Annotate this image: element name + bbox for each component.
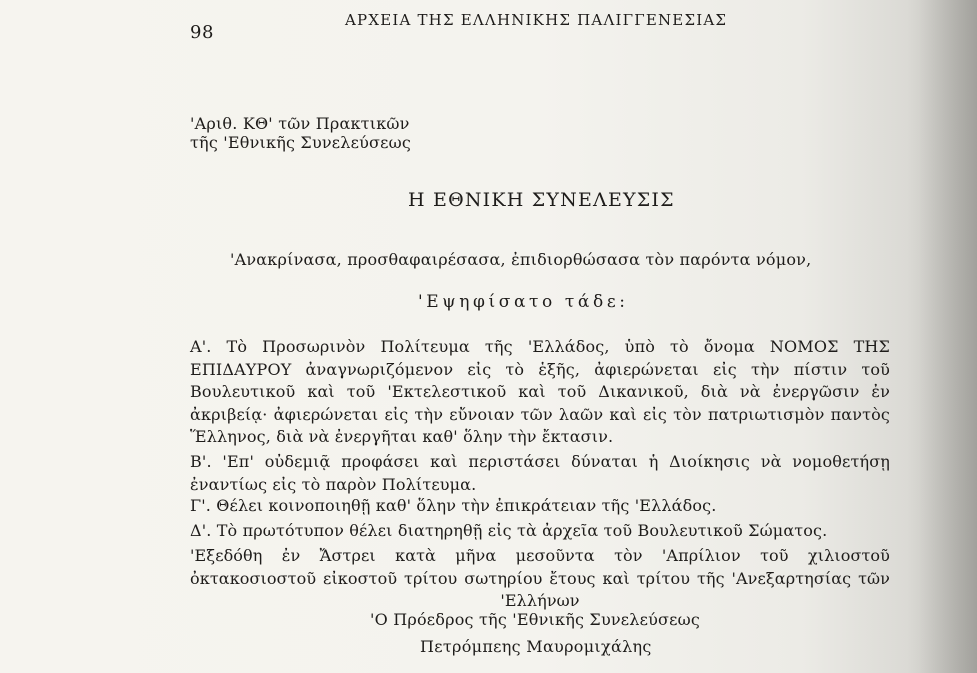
article-a: Α'. Τὸ Προσωρινὸν Πολίτευμα τῆς 'Ελλάδος, ὑπὸ τὸ ὄνομα ΝΟΜΟΣ ΤΗΣ ΕΠΙΔΑΥΡΟΥ ἀναγνωριζόμενον εἰς τὸ ἑξῆς, ἀφιερώνεται εἰς τὴν πίστιν τοῦ Βουλευτικοῦ καὶ τοῦ 'Εκτελεστικοῦ καὶ τοῦ Δικανικοῦ, διὰ νὰ ἐνεργῶσιν ἐν ἀκριβείᾳ· ἀφιερώνεται εἰς τὴν εὔνοιαν τῶν λαῶν καὶ εἰς τὸν πατριωτισμὸν παντὸς Ἕλληνος, διὰ νὰ ἐνεργῆται καθ' ὅλην τὴν ἔκτασιν. bbox=[190, 337, 890, 446]
issued-paragraph: 'Εξεδόθη ἐν Ἄστρει κατὰ μῆνα μεσοῦντα τὸν 'Απρίλιον τοῦ χιλιοστοῦ ὀκτακοσιοστοῦ εἰκοστοῦ τρίτου σωτηρίου ἔτους καὶ τρίτου τῆς 'Ανεξαρτησίας τῶν 'Ελλήνων bbox=[190, 546, 890, 610]
signature-title: 'Ο Πρόεδρος τῆς 'Εθνικῆς Συνελεύσεως bbox=[370, 610, 701, 629]
signature-name: Πετρόμπεης Μαυρομιχάλης bbox=[420, 637, 652, 656]
page-number: 98 bbox=[190, 22, 214, 43]
reference-line-1: 'Αριθ. ΚΘ' τῶν Πρακτικῶν bbox=[190, 114, 410, 133]
article-b: Β'. 'Επ' οὐδεμιᾷ προφάσει καὶ περιστάσει δύναται ἡ Διοίκησις νὰ νομοθετήσῃ ἐναντίως εἰς τὸ παρὸν Πολίτευμα. bbox=[190, 452, 890, 494]
running-head: ΑΡΧΕΙΑ ΤΗΣ ΕΛΛΗΝΙΚΗΣ ΠΑΛΙΓΓΕΝΕΣΙΑΣ bbox=[345, 11, 728, 29]
article-d: Δ'. Τὸ πρωτότυπον θέλει διατηρηθῇ εἰς τὰ ἀρχεῖα τοῦ Βουλευτικοῦ Σώματος. bbox=[190, 521, 828, 540]
document-heading: Η ΕΘΝΙΚΗ ΣΥΝΕΛΕΥΣΙΣ bbox=[408, 189, 675, 211]
reference-line-2: τῆς 'Εθνικῆς Συνελεύσεως bbox=[190, 133, 412, 152]
preamble-line: 'Ανακρίνασα, προσθαφαιρέσασα, ἐπιδιορθώσασα τὸν παρόντα νόμον, bbox=[230, 250, 812, 269]
decreed-line: 'Εψηφίσατο τάδε: bbox=[418, 292, 629, 312]
article-c: Γ'. Θέλει κοινοποιηθῇ καθ' ὅλην τὴν ἐπικράτειαν τῆς 'Ελλάδος. bbox=[190, 496, 717, 515]
